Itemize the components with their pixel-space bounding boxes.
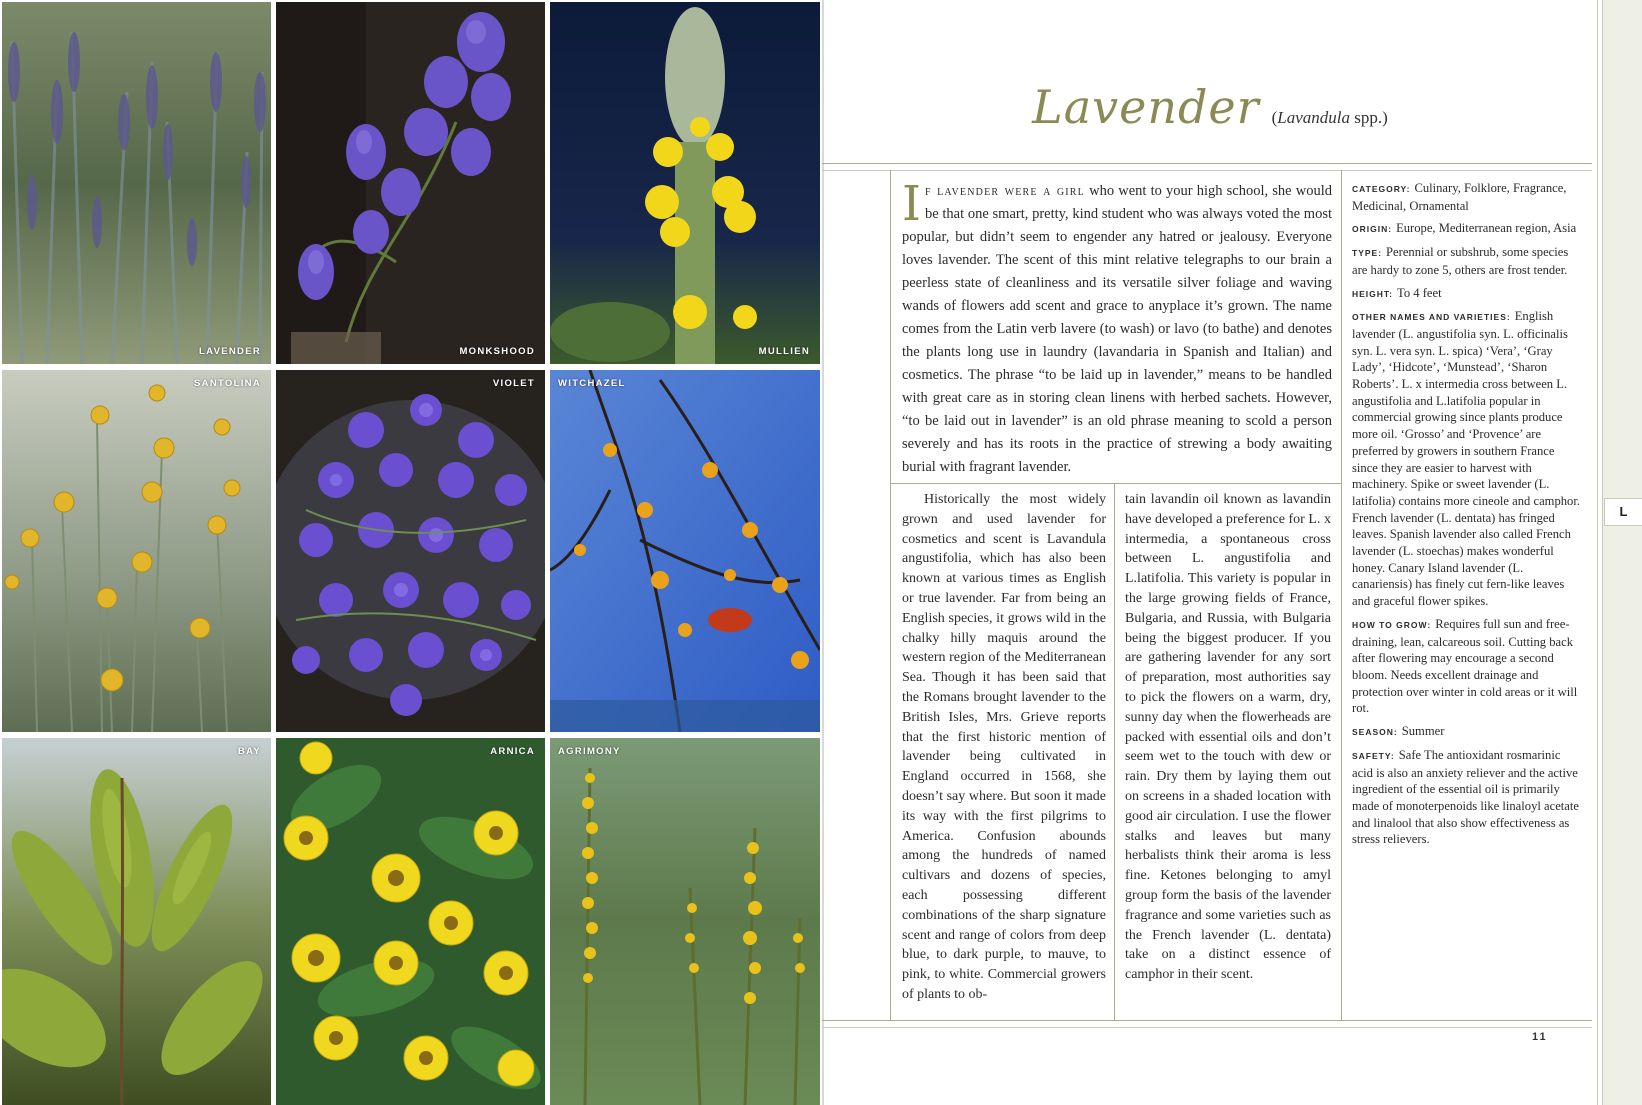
- page-number: 11: [1532, 1031, 1548, 1043]
- page-edge-border: [1602, 0, 1642, 1105]
- facts-label: OTHER NAMES AND VARIETIES:: [1352, 312, 1511, 323]
- text-page: [822, 0, 1642, 1105]
- top-rule: [822, 163, 1592, 164]
- monkshood-photo-art: [276, 2, 545, 364]
- violet-photo-art: [276, 370, 545, 732]
- facts-sidebar: [1352, 180, 1580, 854]
- photo-caption: MULLIEN: [758, 346, 810, 357]
- facts-origin: [1352, 220, 1580, 238]
- photo-lavender: [2, 2, 271, 364]
- photo-caption: AGRIMONY: [558, 746, 621, 757]
- agrimony-photo-art: [550, 738, 820, 1105]
- facts-value: Perennial or subshrub, some species are hardy to zone 5, others are frost tender.: [1352, 245, 1569, 277]
- facts-other-names: [1352, 308, 1580, 610]
- drop-cap: I: [902, 176, 921, 232]
- body-column-left: Historically the most widely grown and used lavender for cosmetics and scent is Lavandula angustifolia, which has also been known at various times as English or true lavender. Far from being an English species, it grows wild in the chalky hilly maquis around the western region of the Mediterranean Sea. Though it has been said that the Romans brought lavender to the British Isles, Mrs. Grieve reports that the first historic mention of lavender being cultivated in England occurred in 1568, she doesn’t say where. But soon it made its way with the first pilgrims to America. Confusion abounds among the hundreds of named cultivars and dozens of species, each possessing different combinations of the sharp signature scent and range of colors from deep blue, to dark purple, to mauve, to pink, to white. Commercial growers of plants to ob-: [902, 492, 1106, 1002]
- photo-caption: VIOLET: [492, 378, 535, 389]
- scientific-name: (Lavandula spp.): [1271, 108, 1388, 127]
- facts-label: HEIGHT:: [1352, 288, 1393, 299]
- top-rule-secondary: [822, 170, 1592, 171]
- photo-caption: ARNICA: [490, 746, 535, 757]
- thumb-index-tab[interactable]: L: [1604, 498, 1642, 526]
- article-title: Lavender: [1032, 80, 1260, 134]
- body-column-right: tain lavandin oil known as lavandin have developed a preference for L. x intermedia, a spontaneous cross between L. angustifolia and L.latifolia. This variety is popular in the large growing fields of France, Bulgaria, and Russia, with Bulgaria being the biggest producer. If you are gathering lavender for any sort of preparation, most authorities say to pick the flowers on a warm, dry, sunny day when the flowerheads are packed with essential oils and don’t seem wet to the touch with dew or rain. Dry them by laying them out on screens in a shaded location with good air circulation. I use the flower stalks and leaves but many herbalists think their aroma is less fine. Ketones belonging to amyl group form the basis of the lavender fragrance and some varieties such as the French lavender (L. dentata) take on a distinct essence of camphor in their scent.: [1125, 492, 1331, 983]
- scientific-suffix: spp.: [1354, 108, 1383, 127]
- facts-label: CATEGORY:: [1352, 184, 1411, 194]
- facts-season: [1352, 723, 1580, 741]
- margin-rule: [1597, 0, 1598, 1105]
- facts-label: SEASON:: [1352, 727, 1398, 738]
- mullien-photo-art: [550, 2, 820, 364]
- arnica-photo-art: [276, 738, 545, 1105]
- middle-column-rule: [1114, 483, 1115, 1020]
- intro-divider-rule: [890, 483, 1341, 484]
- witchazel-photo-art: [550, 370, 820, 732]
- facts-label: ORIGIN:: [1352, 224, 1393, 235]
- photo-caption: WITCHAZEL: [558, 378, 626, 389]
- sidebar-divider-rule: [1341, 170, 1342, 1020]
- bottom-rule-secondary: [822, 1027, 1592, 1028]
- page-gutter: [822, 0, 824, 1105]
- facts-category: [1352, 180, 1580, 214]
- photo-caption: MONKSHOOD: [459, 346, 535, 357]
- photo-bay: [2, 738, 271, 1105]
- photo-agrimony: [550, 738, 820, 1105]
- facts-label: TYPE:: [1352, 248, 1383, 259]
- bay-photo-art: [2, 738, 271, 1105]
- intro-lead-in: f lavender were a girl: [924, 183, 1085, 199]
- photo-caption: SANTOLINA: [194, 378, 261, 389]
- facts-value: Requires full sun and free-draining, lean, calcareous soil. Cutting back after flowering may encourage a second bloom. Needs excellent drainage and protection over winter in cold areas or it will rot.: [1352, 616, 1578, 716]
- facts-height: [1352, 285, 1580, 303]
- scientific-genus: Lavandula: [1277, 108, 1351, 127]
- facts-value: To 4 feet: [1397, 285, 1442, 300]
- intro-body: who went to your high school, she would be that one smart, pretty, kind student who was always voted the most popular, but didn’t seem to engender any hatred or jealousy. Everyone loves lavender. The scent of this mint relative telegraphs to our brain a peerless state of cleanliness and its versatile silver foliage and waving wands of flowers add scent and grace to anyplace it’s grown. The name comes from the Latin verb lavere (to wash) or lavo (to bathe) and denotes the plants long use in laundry (lavandaria in Spanish and Italian) and cosmetics. The phrase “to be laid up in lavender,” means to be handled with great care as in storing clean linens with herbed sachets. However, “to be laid out in lavender” is an old phrase meaning to scold a person severely and has its roots in the practice of strewing a body awaiting burial with fragrant lavender.: [902, 183, 1332, 475]
- facts-value: Safe The antioxidant rosmarinic acid is also an anxiety reliever and the active ingredient of the essential oil is primarily made of monoterpenoids like linaloyl acetate and linalool that also show effectiveness as stress relievers.: [1352, 747, 1579, 847]
- facts-value: Culinary, Folklore, Fragrance, Medicinal, Ornamental: [1352, 181, 1567, 213]
- intro-paragraph: [902, 176, 1332, 479]
- facts-value: English lavender (L. angustifolia syn. L. officinalis syn. L. vera syn. L. spica) ‘Vera’, ‘Gray Lady’, ‘Hidcote’, ‘Munstead’, ‘Sharon Roberts’. L. x intermedia cross between L. angustifolia and L.latifolia popular in commercial growing since plants produce more oil. ‘Grosso’ and ‘Provence’ are preferred by growers in southern France since they are easier to harvest with machinery. Spike or sweet lavender (L. latifolia) contains more cineole and camphor. French lavender (L. dentata) has fringed leaves. Spanish lavender also called French lavender (L. stoechas) makes wonderful honey. Canary Island lavender (L. canariensis) has finely cut fern-like leaves and graceful flower spikes.: [1352, 309, 1581, 609]
- facts-value: Summer: [1401, 724, 1445, 739]
- photo-mullien: [550, 2, 820, 364]
- photo-caption: LAVENDER: [199, 346, 261, 357]
- photo-violet: [276, 370, 545, 732]
- bottom-rule: [822, 1020, 1592, 1021]
- article-title-block: [822, 80, 1598, 134]
- photo-arnica: [276, 738, 545, 1105]
- facts-safety: [1352, 747, 1580, 848]
- photo-santolina: [2, 370, 271, 732]
- photo-caption: BAY: [237, 746, 261, 757]
- santolina-photo-art: [2, 370, 271, 732]
- facts-label: SAFETY:: [1352, 750, 1395, 761]
- facts-how-to-grow: [1352, 616, 1580, 717]
- photo-monkshood: [276, 2, 545, 364]
- lavender-photo-art: [2, 2, 271, 364]
- left-column-rule: [890, 170, 891, 1020]
- photo-witchazel: [550, 370, 820, 732]
- facts-type: [1352, 244, 1580, 278]
- facts-value: Europe, Mediterranean region, Asia: [1396, 221, 1577, 236]
- facts-label: HOW TO GROW:: [1352, 619, 1432, 630]
